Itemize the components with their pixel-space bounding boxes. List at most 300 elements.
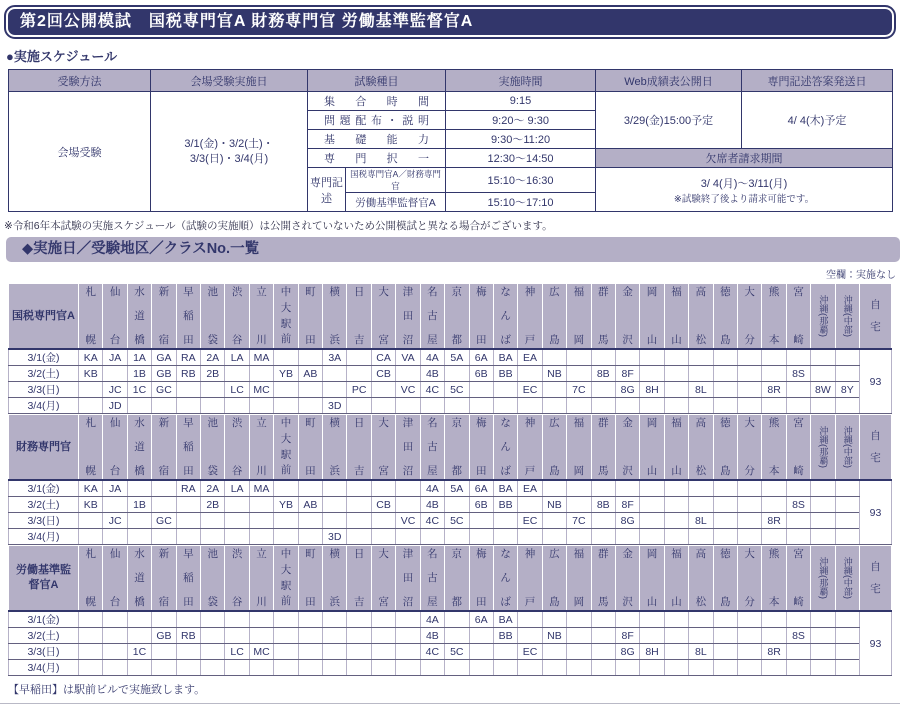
class-cell	[811, 480, 835, 497]
class-cell	[127, 513, 151, 529]
class-cell: RB	[176, 628, 200, 644]
city-label	[347, 546, 370, 610]
city-header	[786, 284, 810, 350]
class-cell: GC	[152, 382, 176, 398]
city-char: 高	[695, 417, 707, 429]
class-cell	[274, 382, 298, 398]
class-cell	[103, 660, 127, 676]
city-char: な	[500, 286, 511, 298]
class-cell	[274, 398, 298, 414]
class-cell: BA	[493, 480, 517, 497]
city-header	[811, 284, 835, 350]
class-cell	[737, 628, 761, 644]
class-cell	[591, 628, 615, 644]
class-cell: KB	[79, 497, 103, 513]
city-header	[274, 284, 298, 350]
class-cell: CA	[371, 349, 395, 366]
class-cell	[737, 480, 761, 497]
class-cell	[176, 382, 200, 398]
class-cell: 5C	[445, 382, 469, 398]
class-cell	[152, 497, 176, 513]
city-char: 田	[305, 595, 316, 608]
class-cell	[591, 660, 615, 676]
city-char: ば	[500, 595, 511, 608]
city-label	[518, 415, 541, 479]
city-char: 前	[280, 464, 292, 477]
class-cell: 8L	[689, 513, 713, 529]
date-cell: 3/1(金)	[9, 611, 79, 628]
class-cell: 5C	[445, 513, 469, 529]
class-cell	[835, 398, 859, 414]
city-char: 大	[744, 286, 755, 298]
class-cell: NB	[542, 366, 566, 382]
city-char: 仙	[109, 417, 121, 429]
class-cell	[323, 480, 347, 497]
class-cell: BA	[493, 611, 517, 628]
city-char: 幌	[85, 464, 96, 477]
class-cell	[79, 529, 103, 545]
city-header	[737, 546, 761, 612]
city-char: 宮	[793, 286, 804, 298]
class-cell	[640, 529, 664, 545]
city-header	[347, 415, 371, 481]
class-cell	[762, 660, 786, 676]
city-label	[128, 415, 151, 479]
city-label	[543, 415, 566, 479]
city-header	[127, 284, 151, 350]
city-header	[127, 415, 151, 481]
class-cell	[176, 513, 200, 529]
class-cell	[737, 382, 761, 398]
class-cell	[567, 366, 591, 382]
city-label	[714, 415, 737, 479]
class-cell	[542, 660, 566, 676]
city-header	[591, 284, 615, 350]
city-label	[640, 415, 663, 479]
city-char: 島	[549, 333, 560, 346]
class-table-row	[9, 366, 892, 382]
class-cell	[176, 611, 200, 628]
class-cell	[79, 382, 103, 398]
city-char: 道	[134, 309, 145, 322]
city-header	[225, 546, 249, 612]
class-cell	[518, 628, 542, 644]
class-cell	[298, 660, 322, 676]
city-char: 田	[183, 464, 194, 477]
city-char: 浜	[329, 464, 341, 477]
class-cell	[371, 480, 395, 497]
city-header	[518, 415, 542, 481]
class-cell	[225, 497, 249, 513]
city-char: 吉	[353, 595, 365, 608]
city-char: 幌	[85, 595, 96, 608]
city-char: 福	[671, 286, 682, 298]
schedule-notice: ※令和6年本試験の実施スケジュール（試験の実施順）は公開されていないため公開模試と異なる場合がございます。	[4, 220, 553, 232]
class-cell: JC	[103, 513, 127, 529]
class-cell	[615, 660, 639, 676]
date-cell: 3/1(金)	[9, 349, 79, 366]
class-table-row	[9, 349, 892, 366]
city-char: 沼	[402, 595, 414, 608]
class-cell	[323, 497, 347, 513]
city-header	[518, 284, 542, 350]
class-cell	[347, 611, 371, 628]
city-label	[616, 284, 639, 348]
city-label	[128, 284, 151, 348]
class-cell	[79, 628, 103, 644]
city-label: 沖縄(中部)	[842, 557, 853, 599]
city-header	[518, 546, 542, 612]
class-cell	[567, 644, 591, 660]
class-cell	[469, 398, 493, 414]
class-cell	[689, 349, 713, 366]
exam-name: 労働基準監督官A	[9, 546, 79, 612]
city-header	[689, 546, 713, 612]
class-cell	[811, 660, 835, 676]
class-cell: 8F	[615, 366, 639, 382]
city-char: 仙	[109, 548, 121, 560]
class-cell	[201, 628, 225, 644]
city-char: 京	[451, 286, 463, 298]
class-cell	[298, 349, 322, 366]
class-cell	[347, 497, 371, 513]
city-char: ん	[500, 440, 511, 453]
class-cell	[567, 628, 591, 644]
city-label	[250, 284, 273, 348]
class-cell	[811, 529, 835, 545]
class-cell	[79, 644, 103, 660]
class-cell: 8H	[640, 644, 664, 660]
time-basic: 9:30～11:20	[446, 130, 596, 149]
city-char: 稲	[183, 440, 194, 453]
city-label	[518, 284, 541, 348]
class-cell	[445, 628, 469, 644]
city-char: 沼	[402, 464, 414, 477]
city-char: 日	[353, 286, 365, 298]
city-char: 宿	[158, 333, 170, 346]
absentee-title: 欠席者請求期間	[596, 149, 893, 168]
class-cell	[713, 398, 737, 414]
class-cell: KA	[79, 349, 103, 366]
class-cell	[542, 513, 566, 529]
essay-return-value: 4/ 4(木)予定	[742, 92, 893, 149]
city-char: 梅	[475, 548, 487, 560]
city-label	[152, 415, 175, 479]
class-cell	[762, 349, 786, 366]
city-char: 沢	[622, 464, 633, 477]
schedule-table	[8, 69, 893, 212]
city-char: 道	[134, 571, 145, 584]
class-cell: 8S	[786, 366, 810, 382]
class-cell	[323, 513, 347, 529]
class-cell	[689, 366, 713, 382]
schedule-row	[9, 92, 893, 111]
city-header	[737, 415, 761, 481]
city-char: 町	[305, 417, 316, 429]
class-cell	[396, 398, 420, 414]
city-header	[79, 546, 103, 612]
class-cell	[176, 644, 200, 660]
class-cell: 8G	[615, 513, 639, 529]
essay-time-kokuzei: 15:10～16:30	[446, 168, 596, 193]
city-header	[347, 546, 371, 612]
class-cell	[371, 513, 395, 529]
class-cell	[615, 398, 639, 414]
class-cell	[493, 398, 517, 414]
class-cell: EA	[518, 349, 542, 366]
city-char: 広	[549, 548, 560, 560]
home-char: 自	[870, 560, 881, 573]
city-label: 沖縄(那覇)	[818, 426, 829, 468]
class-cell	[323, 644, 347, 660]
city-header	[347, 284, 371, 350]
class-cell	[176, 398, 200, 414]
schedule-section-title: ●実施スケジュール	[6, 49, 118, 64]
city-label	[225, 546, 248, 610]
class-cell	[225, 660, 249, 676]
header-subject: 試験種目	[308, 70, 446, 92]
city-header	[371, 546, 395, 612]
city-label	[616, 546, 639, 610]
city-label	[372, 284, 395, 348]
class-cell: 2A	[201, 349, 225, 366]
venue-dates: 3/1(金)・3/2(土)・3/3(日)・3/4(月)	[151, 92, 308, 212]
class-cell	[811, 628, 835, 644]
city-char: 山	[671, 595, 682, 608]
class-cell: NB	[542, 628, 566, 644]
city-label	[445, 415, 468, 479]
class-cell: 8L	[689, 382, 713, 398]
city-label: 沖縄(那覇)	[818, 557, 829, 599]
city-label	[323, 415, 346, 479]
class-cell	[396, 529, 420, 545]
class-cell	[835, 611, 859, 628]
class-cell: 4A	[420, 611, 444, 628]
class-cell	[762, 529, 786, 545]
city-label	[518, 546, 541, 610]
city-header	[396, 546, 420, 612]
class-cell	[713, 644, 737, 660]
class-cell: BB	[493, 366, 517, 382]
city-label	[762, 546, 785, 610]
class-cell: 8L	[689, 644, 713, 660]
class-cell	[249, 366, 273, 382]
class-table-row	[9, 628, 892, 644]
city-label	[470, 546, 493, 610]
class-cell	[689, 660, 713, 676]
city-label	[323, 284, 346, 348]
class-cell: 4B	[420, 366, 444, 382]
class-cell	[640, 398, 664, 414]
city-label	[762, 415, 785, 479]
city-char: 松	[695, 464, 707, 477]
class-table-row	[9, 611, 892, 628]
class-cell	[493, 529, 517, 545]
class-cell	[201, 382, 225, 398]
city-char: ん	[500, 571, 511, 584]
city-label	[128, 546, 151, 610]
class-cell: 8G	[615, 382, 639, 398]
city-header	[542, 284, 566, 350]
city-header	[786, 415, 810, 481]
city-char: 宿	[158, 595, 170, 608]
class-cell	[591, 480, 615, 497]
class-cell: 3D	[323, 398, 347, 414]
class-cell	[835, 660, 859, 676]
city-label	[445, 284, 468, 348]
city-header	[127, 546, 151, 612]
class-cell: BA	[493, 349, 517, 366]
class-cell: 8F	[615, 497, 639, 513]
city-header	[567, 284, 591, 350]
city-label	[665, 284, 688, 348]
city-char: 岡	[646, 417, 658, 429]
city-char: 稲	[183, 309, 194, 322]
city-char: 田	[183, 595, 194, 608]
city-char: 名	[427, 286, 438, 298]
city-char: 池	[207, 548, 218, 560]
class-cell: 2B	[201, 497, 225, 513]
time-senmon: 12:30～14:50	[446, 149, 596, 168]
class-cell: LA	[225, 480, 249, 497]
city-char: 前	[280, 333, 292, 346]
class-cell	[640, 611, 664, 628]
city-char: 大	[280, 301, 292, 314]
class-cell	[835, 529, 859, 545]
city-header	[445, 284, 469, 350]
class-table-2	[8, 414, 892, 545]
city-char: 群	[597, 548, 609, 560]
class-cell	[518, 660, 542, 676]
city-char: 日	[353, 417, 365, 429]
city-char: 橋	[134, 333, 145, 346]
class-table-row	[9, 382, 892, 398]
city-header	[249, 284, 273, 350]
class-cell	[420, 529, 444, 545]
class-cell	[347, 660, 371, 676]
class-cell: MC	[249, 382, 273, 398]
class-cell	[298, 398, 322, 414]
date-cell: 3/2(土)	[9, 366, 79, 382]
class-cell: MC	[249, 644, 273, 660]
city-char: 宿	[158, 464, 170, 477]
class-cell: 4A	[420, 349, 444, 366]
class-cell	[347, 644, 371, 660]
class-cell: YB	[274, 497, 298, 513]
city-char: 広	[549, 286, 560, 298]
city-header	[786, 546, 810, 612]
city-char: 池	[207, 417, 218, 429]
city-char: 駅	[280, 317, 292, 330]
absentee-note: ※試験終了後より請求可能です。	[673, 193, 815, 205]
city-label	[567, 284, 590, 348]
class-cell: JC	[103, 382, 127, 398]
essay-subject-roudou: 労働基準監督官A	[346, 193, 446, 212]
city-char: ば	[500, 464, 511, 477]
city-header	[762, 546, 786, 612]
city-label	[250, 415, 273, 479]
class-cell	[152, 660, 176, 676]
city-char: 田	[402, 309, 414, 322]
city-char: 横	[329, 417, 341, 429]
class-cell: 7C	[567, 382, 591, 398]
city-char: 幌	[85, 333, 96, 346]
class-cell: 8S	[786, 628, 810, 644]
city-header	[420, 415, 444, 481]
class-cell	[518, 497, 542, 513]
city-label	[421, 546, 444, 610]
class-cell	[591, 349, 615, 366]
class-cell	[371, 529, 395, 545]
city-char: 渋	[231, 286, 243, 298]
city-char: 本	[768, 464, 780, 477]
date-cell: 3/3(日)	[9, 382, 79, 398]
class-cell: EA	[518, 480, 542, 497]
class-cell	[737, 497, 761, 513]
class-cell: 3D	[323, 529, 347, 545]
city-char: 横	[329, 286, 341, 298]
exam-name: 国税専門官A	[9, 284, 79, 350]
city-label	[225, 284, 248, 348]
class-cell: 8R	[762, 513, 786, 529]
city-char: 町	[305, 548, 316, 560]
class-cell: 1A	[127, 349, 151, 366]
class-cell: VA	[396, 349, 420, 366]
city-label	[347, 415, 370, 479]
city-label	[494, 546, 517, 610]
city-header	[298, 415, 322, 481]
class-cell: 4C	[420, 382, 444, 398]
class-cell: RA	[176, 349, 200, 366]
blank-legend: 空欄：実施なし	[826, 270, 896, 281]
city-label	[470, 284, 493, 348]
city-label	[787, 284, 810, 348]
class-cell: 8W	[811, 382, 835, 398]
class-cell	[713, 529, 737, 545]
city-header	[249, 546, 273, 612]
class-cell	[323, 611, 347, 628]
date-cell: 3/4(月)	[9, 660, 79, 676]
class-cell: VC	[396, 382, 420, 398]
class-cell: KB	[79, 366, 103, 382]
city-label	[274, 284, 297, 348]
class-cell: 5A	[445, 480, 469, 497]
class-cell	[835, 628, 859, 644]
city-char: 横	[329, 548, 341, 560]
class-cell: LA	[225, 349, 249, 366]
city-header	[640, 284, 664, 350]
city-label	[567, 415, 590, 479]
city-char: 神	[524, 417, 536, 429]
city-char: 崎	[793, 595, 804, 608]
time-gather: 9:15	[446, 92, 596, 111]
city-label	[738, 284, 761, 348]
city-char: 大	[744, 417, 755, 429]
class-cell: VC	[396, 513, 420, 529]
class-cell	[249, 529, 273, 545]
city-header	[371, 415, 395, 481]
class-cell: 8B	[591, 497, 615, 513]
header-web-release: Web成績表公開日	[596, 70, 742, 92]
class-cell	[396, 628, 420, 644]
city-char: 立	[256, 548, 267, 560]
city-header	[713, 415, 737, 481]
class-cell	[640, 497, 664, 513]
city-char: 田	[305, 464, 316, 477]
class-cell	[445, 366, 469, 382]
city-char: 山	[671, 464, 682, 477]
class-cell	[835, 480, 859, 497]
